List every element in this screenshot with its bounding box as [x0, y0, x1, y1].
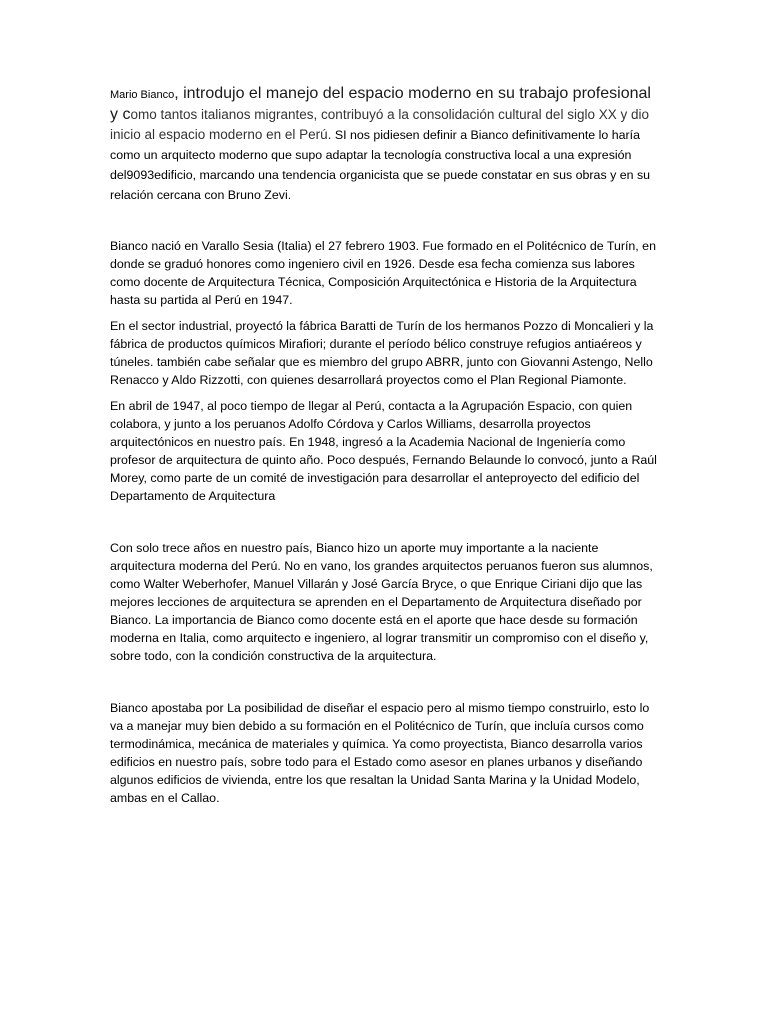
intro-closing-text: SI nos pidiesen definir a Bianco definitivamente lo haría como un arquitecto moderno que supo adaptar la tecnología constructiva local a una expresión del9093edificio, marcando una tendencia organicista que se puede constatar en sus obras y en su relación cercana con Bruno Zevi. [110, 128, 651, 202]
paragraph-design-construction: Bianco apostaba por La posibilidad de diseñar el espacio pero al mismo tiempo construirlo, esto lo va a manejar muy bien debido a su formación en el Politécnico de Turín, que incluía cursos como termodinámica, mecánica de materiales y química. Ya como proyectista, Bianco desarrolla varios edificios en nuestro país, sobre todo para el Estado como asesor en planes urbanos y diseñando algunos edificios de vivienda, entre los que resaltan la Unidad Santa Marina y la Unidad Modelo, ambas en el Callao. [110, 701, 650, 805]
intro-lead-continuation: y c [110, 106, 131, 123]
document-body [110, 84, 658, 807]
intro-paragraph [110, 84, 658, 205]
intro-middle-text: omo tantos italianos migrantes, contribuyó a la consolidación cultural del siglo XX y dio inicio al espacio moderno en el Perú. [110, 107, 649, 142]
paragraph-contribution: Con solo trece años en nuestro país, Bianco hizo un aporte muy importante a la naciente arquitectura moderna del Perú. No en vano, los grandes arquitectos peruanos fueron sus alumnos, como Walter Weberhofer, Manuel Villarán y José García Bryce, o que Enrique Ciriani dijo que las mejores lecciones de arquitectura se aprenden en el Departamento de Arquitectura diseñado por Bianco. La importancia de Bianco como docente está en el aporte que hace desde su formación moderna en Italia, como arquitecto e ingeniero, al lograr transmitir un compromiso con el diseño y, sobre todo, con la condición constructiva de la arquitectura. [110, 541, 653, 663]
intro-author-name: Mario Bianco [110, 89, 175, 101]
paragraph-biography: Bianco nació en Varallo Sesia (Italia) el 27 febrero 1903. Fue formado en el Politécnico de Turín, en donde se graduó honores como ingeniero civil en 1926. Desde esa fecha comienza sus labores como docente de Arquitectura Técnica, Composición Arquitectónica e Historia de la Arquitectura hasta su partida al Perú en 1947. [110, 239, 656, 307]
paragraph-industrial-sector: En el sector industrial, proyectó la fábrica Baratti de Turín de los hermanos Pozzo di Moncalieri y la fábrica de productos químicos Mirafiori; durante el período bélico construye refugios antiaéreos y túneles. también cabe señalar que es miembro del grupo ABRR, junto con Giovanni Astengo, Nello Renacco y Aldo Rizzotti, con quienes desarrollará proyectos como el Plan Regional Piamonte. [110, 319, 654, 387]
intro-lead-sentence: , introdujo el manejo del espacio moderno en su trabajo profesional [174, 85, 651, 102]
paragraph-arrival-peru: En abril de 1947, al poco tiempo de llegar al Perú, contacta a la Agrupación Espacio, con quien colabora, y junto a los peruanos Adolfo Córdova y Carlos Williams, desarrolla proyectos arquitectónicos en nuestro país. En 1948, ingresó a la Academia Nacional de Ingeniería como profesor de arquitectura de quinto año. Poco después, Fernando Belaunde lo convocó, junto a Raúl Morey, como parte de un comité de investigación para desarrollar el anteproyecto del edificio del Departamento de Arquitectura [110, 399, 657, 503]
